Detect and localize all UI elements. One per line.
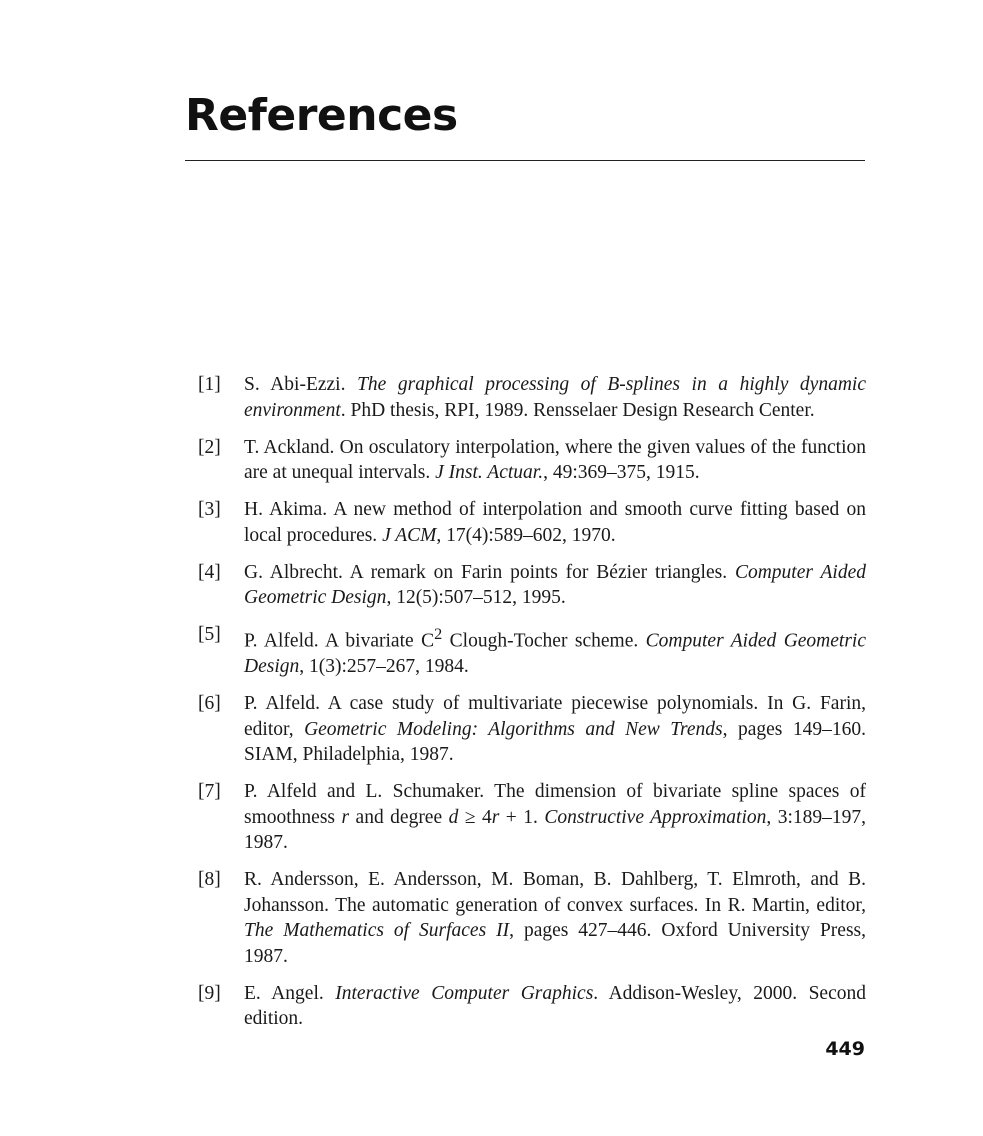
- reference-text: T. Ackland. On osculatory interpolation, where the given values of the function are at unequal intervals.: [244, 436, 866, 483]
- reference-text: and degree: [349, 806, 449, 828]
- reference-number: [8]: [198, 869, 221, 890]
- reference-item: [198, 691, 866, 768]
- reference-text: H. Akima. A new method of interpolation and smooth curve fitting based on local procedures.: [244, 499, 866, 546]
- reference-text: ≥ 4: [458, 806, 492, 828]
- page-number: 449: [825, 1038, 865, 1060]
- reference-list: [198, 372, 866, 1043]
- reference-item: [198, 497, 866, 548]
- math-variable: d: [448, 806, 459, 828]
- reference-number: [3]: [198, 499, 221, 520]
- math-variable: r: [491, 806, 500, 828]
- reference-text: E. Angel.: [244, 982, 336, 1004]
- page-title: References: [185, 90, 458, 141]
- superscript: 2: [434, 625, 443, 643]
- reference-number: [4]: [198, 561, 221, 583]
- reference-text: , pages 427–446. Oxford University Press, 1987.: [244, 920, 866, 967]
- reference-text: . Addison-Wesley, 2000. Second edition.: [244, 982, 866, 1029]
- reference-number: [9]: [198, 982, 221, 1004]
- reference-item: [198, 867, 866, 969]
- reference-text: P. Alfeld. A bivariate C: [244, 630, 435, 652]
- math-variable: r: [341, 806, 350, 828]
- reference-title: The graphical processing of B-splines in a highly dynamic environment: [244, 374, 866, 421]
- reference-title: Constructive Approximation: [544, 806, 767, 828]
- reference-item: [198, 779, 866, 856]
- reference-number: [5]: [198, 624, 221, 645]
- reference-item: [198, 560, 866, 611]
- reference-text: , 3:189–197, 1987.: [244, 806, 867, 853]
- reference-text: S. Abi-Ezzi.: [244, 374, 358, 395]
- reference-number: [1]: [198, 374, 221, 395]
- reference-text: , 1(3):257–267, 1984.: [299, 656, 469, 677]
- reference-title: Geometric Modeling: Algorithms and New Trends: [304, 718, 723, 740]
- reference-item: [198, 981, 866, 1032]
- reference-text: + 1.: [499, 806, 545, 828]
- reference-number: [6]: [198, 693, 221, 714]
- reference-text: R. Andersson, E. Andersson, M. Boman, B. Dahlberg, T. Elmroth, and B. Johansson. The automatic generation of convex surfaces. In R. Martin, editor,: [244, 869, 866, 916]
- reference-text: P. Alfeld and L. Schumaker. The dimension of bivariate spline spaces of smoothness: [244, 781, 866, 828]
- title-rule: [185, 160, 865, 161]
- reference-title: Computer Aided Geometric Design: [244, 630, 866, 677]
- reference-text: , 49:369–375, 1915.: [543, 462, 700, 483]
- reference-text: G. Albrecht. A remark on Farin points for Bézier triangles.: [244, 561, 735, 583]
- reference-text: . PhD thesis, RPI, 1989. Rensselaer Design Research Center.: [340, 399, 815, 421]
- reference-title: The Mathematics of Surfaces II: [244, 920, 510, 941]
- reference-text: , pages 149–160. SIAM, Philadelphia, 1987.: [244, 718, 866, 765]
- reference-text: Clough-Tocher scheme.: [442, 630, 646, 652]
- reference-title: Computer Aided Geometric Design: [244, 561, 866, 608]
- reference-text: , 17(4):589–602, 1970.: [436, 524, 616, 546]
- reference-title: Interactive Computer Graphics: [335, 982, 594, 1004]
- reference-text: P. Alfeld. A case study of multivariate piecewise polynomials. In G. Farin, editor,: [244, 693, 866, 740]
- reference-number: [2]: [198, 436, 221, 458]
- reference-title: J Inst. Actuar.: [435, 462, 544, 483]
- reference-item: [198, 435, 866, 486]
- reference-title: J ACM: [382, 524, 437, 546]
- reference-item: [198, 622, 866, 680]
- reference-text: , 12(5):507–512, 1995.: [386, 587, 566, 608]
- reference-number: [7]: [198, 781, 221, 802]
- reference-item: [198, 372, 866, 423]
